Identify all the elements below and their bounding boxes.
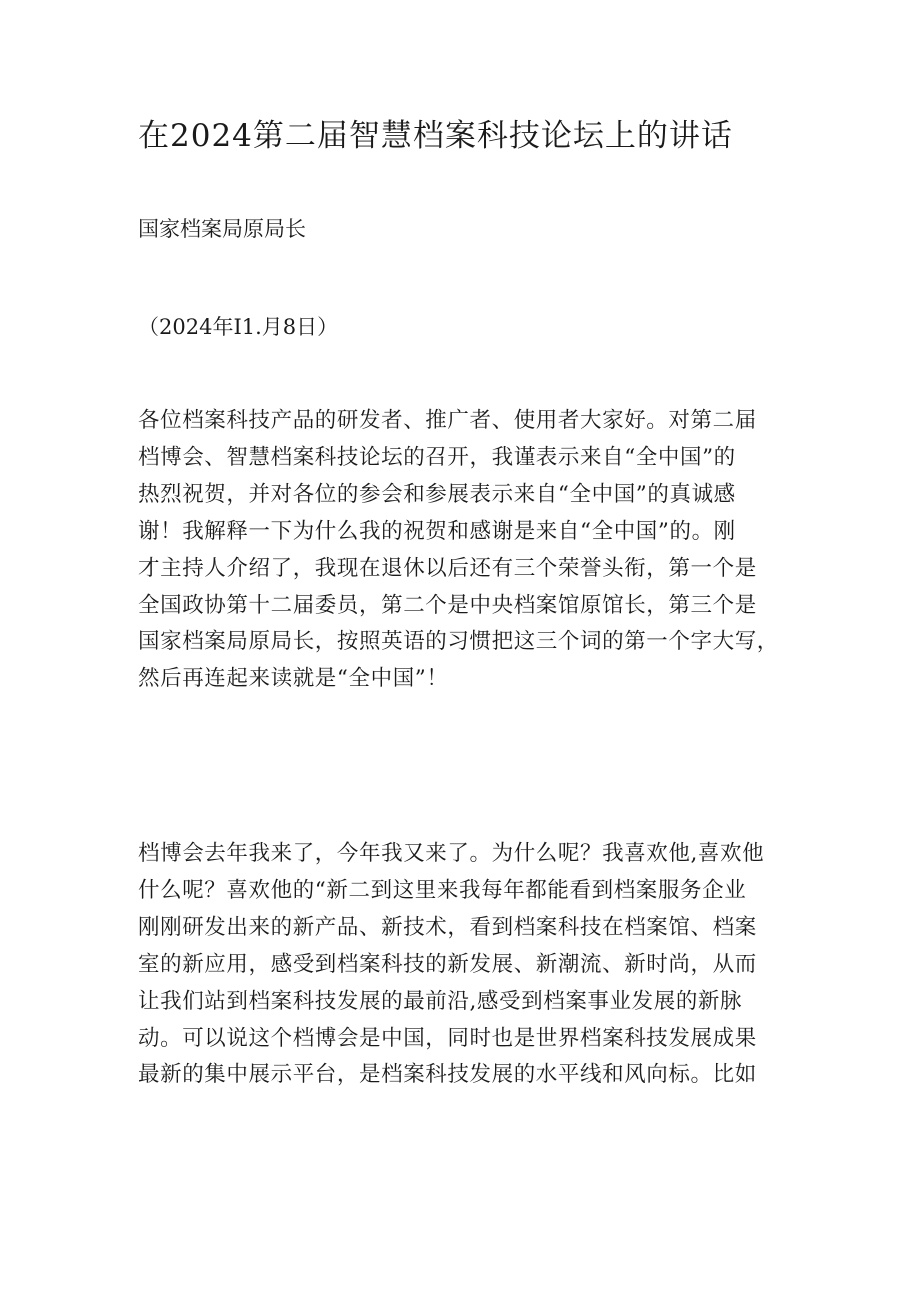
text-line: 刚刚研发出来的新产品、新技术，看到档案科技在档案馆、档案 [138,914,757,940]
text-line: 最新的集中展示平台，是档案科技发展的水平线和风向标。比如 [138,1062,757,1088]
text-line: 然后再连起来读就是“全中国”！ [138,666,449,692]
text-line: 才主持人介绍了，我现在退休以后还有三个荣誉头衔，第一个是 [138,555,757,581]
text-line: 各位档案科技产品的研发者、推广者、使用者大家好。对第二届 [138,408,757,433]
text-line: 让我们站到档案科技发展的最前沿,感受到档案事业发展的新脉 [138,988,743,1014]
paragraph-2 [138,836,790,1094]
text-line: 室的新应用，感受到档案科技的新发展、新潮流、新时尚，从而 [138,951,757,977]
text-line: 什么呢？喜欢他的“新二到这里来我每年都能看到档案服务企业 [138,877,747,903]
text-line: 国家档案局原局长，按照英语的习惯把这三个词的第一个字大写， [138,629,779,655]
text-line: 档博会、智慧档案科技论坛的召开，我谨表示来自“全中国”的 [138,444,736,470]
text-line: 谢！我解释一下为什么我的祝贺和感谢是来自“全中国”的。刚 [138,518,736,544]
document-title: 在2024第二届智慧档案科技论坛上的讲话 [138,118,733,154]
text-line: 热烈祝贺，并对各位的参会和参展表示来自“全中国”的真诚感 [138,481,736,507]
text-line: 档博会去年我来了，今年我又来了。为什么呢？我喜欢他,喜欢他 [138,841,765,866]
text-line: 动。可以说这个档博会是中国，同时也是世界档案科技发展成果 [138,1025,757,1051]
speaker-affiliation: 国家档案局原局长 [138,217,306,241]
paragraph-1 [138,403,790,698]
speech-date: （2024年I1.月8日） [138,315,339,339]
text-line: 全国政协第十二届委员，第二个是中央档案馆原馆长，第三个是 [138,592,757,618]
